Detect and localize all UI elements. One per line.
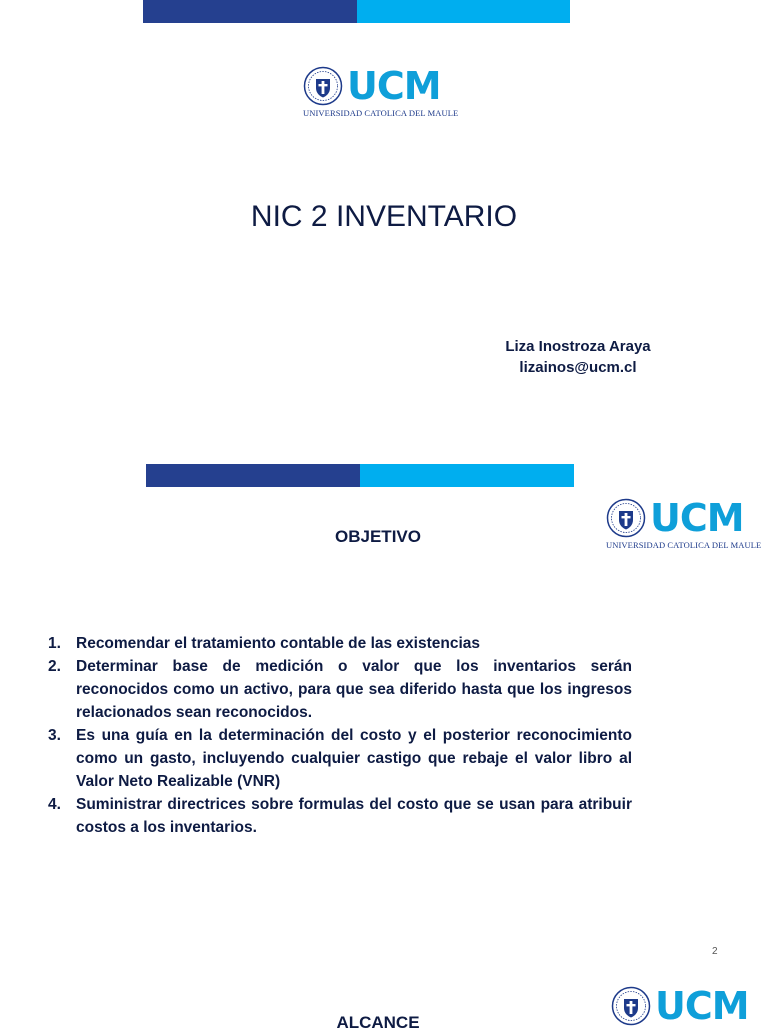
list-item-text: Recomendar el tratamiento contable de las existencias — [76, 635, 481, 652]
university-seal-icon — [303, 66, 343, 106]
author-email[interactable]: lizainos@ucm.cl — [519, 359, 637, 376]
logo-wordmark: UCM — [650, 496, 744, 540]
list-item-number: 4. — [48, 796, 61, 813]
list-item-text: Es una guía en la determinación del costo y el posterior reconocimiento como un gasto, incluyendo cualquier castigo que rebaje el valor libro al Valor Neto Realizable (VNR) — [76, 727, 632, 790]
slide2-bar-dark — [146, 464, 360, 487]
logo-wordmark: UCM — [347, 64, 441, 108]
list-item — [48, 655, 632, 724]
list-item — [48, 632, 632, 655]
slide-title: NIC 2 INVENTARIO — [250, 200, 518, 233]
top-bar-light — [357, 0, 570, 23]
objective-heading: OBJETIVO — [335, 527, 421, 546]
list-item-number: 1. — [48, 635, 61, 652]
slide2-bar-light — [360, 464, 574, 487]
page-number: 2 — [712, 946, 718, 957]
list-item-number: 2. — [48, 658, 61, 675]
logo-wordmark: UCM — [655, 984, 749, 1028]
scope-heading: ALCANCE — [336, 1013, 420, 1032]
logo-subtitle: UNIVERSIDAD CATOLICA DEL MAULE — [606, 540, 762, 550]
top-bar-dark — [143, 0, 357, 23]
ucm-logo — [303, 66, 458, 118]
list-item — [48, 793, 632, 839]
logo-subtitle: UNIVERSIDAD CATOLICA DEL MAULE — [303, 108, 459, 118]
list-item-number: 3. — [48, 727, 61, 744]
author-name: Liza Inostroza Araya — [505, 338, 651, 355]
list-item — [48, 724, 632, 793]
list-item-text: Determinar base de medición o valor que los inventarios serán reconocidos como un activo, para que sea diferido hasta que los ingresos relacionados sean reconocidos. — [76, 658, 632, 721]
list-item-text: Suministrar directrices sobre formulas del costo que se usan para atribuir costos a los inventarios. — [76, 796, 632, 836]
objectives-list — [48, 632, 632, 839]
author-block — [505, 336, 651, 378]
